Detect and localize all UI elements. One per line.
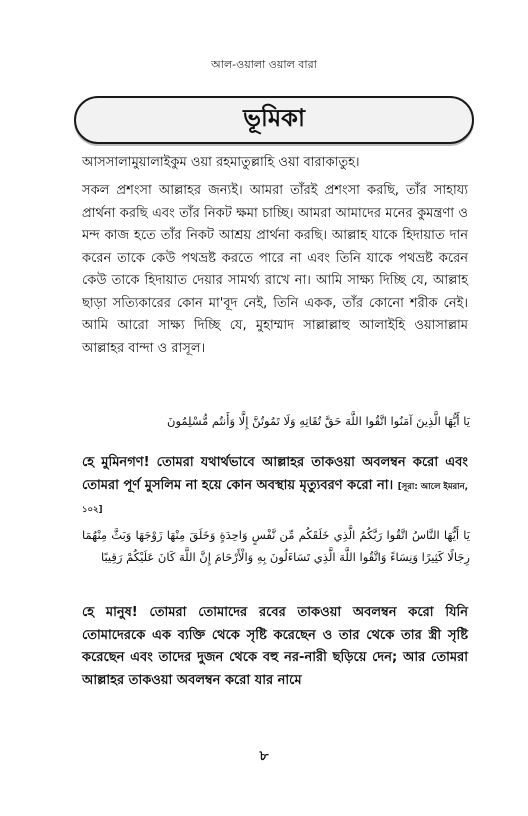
running-head: আল-ওয়ালা ওয়াল বারা [211, 58, 317, 71]
arabic-verse-2: يَا أَيُّهَا النَّاسُ اتَّقُوا رَبَّكُمُ الَّذِي خَلَقَكُم مِّن نَّفْسٍ وَاحِدَةٍ وَخَلَقَ مِنْهَا زَوْجَهَا وَبَثَّ مِنْهُمَا رِجَالًا كَثِيرًا وَنِسَاءً وَاتَّقُوا اللَّهَ الَّذِي تَسَاءَلُونَ بِهِ وَالْأَرْحَامَ إِنَّ اللَّهَ كَانَ عَلَيْكُمْ رَقِيبًا [82, 528, 470, 564]
translation-1-text: হে মুমিনগণ! তোমরা যথার্থভাবে আল্লাহর তাকওয়া অবলম্বন করো এবং তোমরা পূর্ণ মুসলিম না হয়ে কোন অবস্থায় মৃত্যুবরণ করো না। [82, 455, 468, 493]
arabic-verse-1: يَا أَيُّهَا الَّذِينَ آمَنُوا اتَّقُوا اللَّهَ حَقَّ تُقَاتِهِ وَلَا تَمُوتُنَّ إِلَّا وَأَنتُم مُّسْلِمُونَ [167, 414, 470, 428]
verse-reference-1: [সূরা: আলে ইমরান, ১০২] [82, 481, 468, 515]
chapter-title: ভূমিকা [243, 104, 305, 132]
chapter-title-box [74, 96, 474, 144]
translation-2: হে মানুষ! তোমরা তোমাদের রবের তাকওয়া অবলম্বন করো যিনি তোমাদেরকে এক ব্যক্তি থেকে সৃষ্টি করেছেন ও তার থেকে তার স্ত্রী সৃষ্টি করেছেন এবং তাদের দুজন থেকে বহু নর-নারী ছড়িয়ে দেন; আর তোমরা আল্লাহর তাকওয়া অবলম্বন করো যার নামে [82, 605, 468, 688]
paragraph-intro: সকল প্রশংসা আল্লাহর জন্যই। আমরা তাঁরই প্রশংসা করছি, তাঁর সাহায্য প্রার্থনা করছি এবং তাঁর নিকট ক্ষমা চাচ্ছি। আমরা আমাদের মনের কুমন্ত্রণা ও মন্দ কাজ হতে তাঁর নিকট আশ্রয় প্রার্থনা করছি। আল্লাহ যাকে হিদায়াত দান করেন তাকে কেউ পথভ্রষ্ট করতে পারে না এবং তিনি যাকে পথভ্রষ্ট করেন কেউ তাকে হিদায়াত দেয়ার সামর্থ্য রাখে না। আমি সাক্ষ্য দিচ্ছি যে, আল্লাহ ছাড়া সত্যিকারের কোন মা'বূদ নেই, তিনি একক, তাঁর কোনো শরীক নেই। আমি আরো সাক্ষ্য দিচ্ছি যে, মুহাম্মাদ সাল্লাল্লাহু আলাইহি ওয়াসাল্লাম আল্লাহর বান্দা ও রাসূল। [82, 183, 468, 356]
translation-1 [82, 452, 468, 522]
page-number: ৮ [259, 748, 269, 764]
greeting: আসসালামুয়ালাইকুম ওয়া রহমাতুল্লাহি ওয়া বারাকাতুহ। [82, 155, 360, 170]
